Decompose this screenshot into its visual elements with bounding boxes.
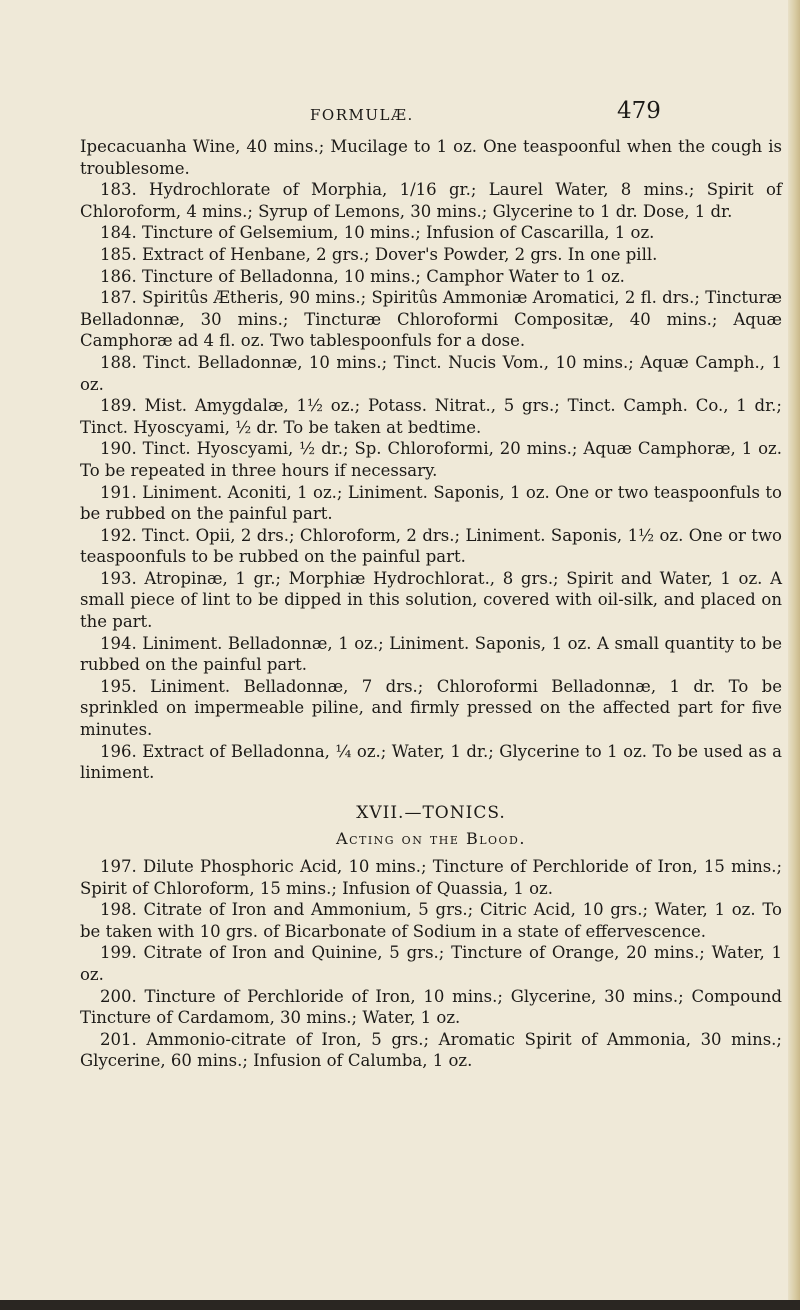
formula-187: 187. Spiritûs Ætheris, 90 mins.; Spiritûs Ammoniæ Aromatici, 2 fl. drs.; Tincturæ Belladonnæ, 30 mins.; Tincturæ Chloroformi Compositæ, 40 mins.; Aquæ Camphoræ ad 4 fl. oz. Two tablespoonfuls for a dose. xyxy=(80,288,782,351)
formula-189: 189. Mist. Amygdalæ, 1½ oz.; Potass. Nitrat., 5 grs.; Tinct. Camph. Co., 1 dr.; Tinct. Hyoscyami, ½ dr. To be taken at bedtime. xyxy=(80,396,782,437)
formula-190: 190. Tinct. Hyoscyami, ½ dr.; Sp. Chloroformi, 20 mins.; Aquæ Camphoræ, 1 oz. To be repeated in three hours if necessary. xyxy=(80,439,782,480)
formula-194: 194. Liniment. Belladonnæ, 1 oz.; Liniment. Saponis, 1 oz. A small quantity to be rubbed on the painful part. xyxy=(80,633,782,675)
continuation-paragraph: Ipecacuanha Wine, 40 mins.; Mucilage to 1 oz. One teaspoonful when the cough is troublesome. xyxy=(80,137,782,178)
page-number: 479 xyxy=(617,98,661,124)
formula-183: 183. Hydrochlorate of Morphia, 1/16 gr.; Laurel Water, 8 mins.; Spirit of Chloroform, 4 mins.; Syrup of Lemons, 30 mins.; Glycerine to 1 dr. Dose, 1 dr. xyxy=(80,180,782,221)
formula-196: 196. Extract of Belladonna, ¼ oz.; Water, 1 dr.; Glycerine to 1 oz. To be used as a liniment. xyxy=(80,741,782,783)
formula-197: 197. Dilute Phosphoric Acid, 10 mins.; Tincture of Perchloride of Iron, 15 mins.; Spirit of Chloroform, 15 mins.; Infusion of Quassia, 1 oz. xyxy=(80,857,782,898)
formula-185: 185. Extract of Henbane, 2 grs.; Dover's Powder, 2 grs. In one pill. xyxy=(100,244,658,264)
formula-192: 192. Tinct. Opii, 2 drs.; Chloroform, 2 drs.; Liniment. Saponis, 1½ oz. One or two teaspoonfuls to be rubbed on the painful part. xyxy=(80,525,782,567)
running-title: FORMULÆ. xyxy=(310,106,414,124)
formula-193: 193. Atropinæ, 1 gr.; Morphiæ Hydrochlorat., 8 grs.; Spirit and Water, 1 oz. A small piece of lint to be dipped in this solution, covered with oil-silk, and placed on the part. xyxy=(80,568,782,632)
section-subtitle: Acting on the Blood. xyxy=(336,829,526,849)
formula-201: 201. Ammonio-citrate of Iron, 5 grs.; Aromatic Spirit of Ammonia, 30 mins.; Glycerine, 60 mins.; Infusion of Calumba, 1 oz. xyxy=(80,1029,782,1071)
page-bottom-edge xyxy=(0,1300,800,1310)
formula-186: 186. Tincture of Belladonna, 10 mins.; Camphor Water to 1 oz. xyxy=(100,266,625,286)
formula-188: 188. Tinct. Belladonnæ, 10 mins.; Tinct. Nucis Vom., 10 mins.; Aquæ Camph., 1 oz. xyxy=(80,352,782,394)
running-head xyxy=(0,98,800,130)
formula-195: 195. Liniment. Belladonnæ, 7 drs.; Chloroformi Belladonnæ, 1 dr. To be sprinkled on impermeable piline, and firmly pressed on the affected part for five minutes. xyxy=(80,676,782,740)
page-edge xyxy=(788,0,800,1310)
formula-199: 199. Citrate of Iron and Quinine, 5 grs.; Tincture of Orange, 20 mins.; Water, 1 oz. xyxy=(80,943,782,984)
page-body xyxy=(80,136,782,1072)
section-title: XVII.—TONICS. xyxy=(356,802,506,823)
formula-198: 198. Citrate of Iron and Ammonium, 5 grs.; Citric Acid, 10 grs.; Water, 1 oz. To be taken with 10 grs. of Bicarbonate of Sodium in a state of effervescence. xyxy=(80,900,782,941)
formula-200: 200. Tincture of Perchloride of Iron, 10 mins.; Glycerine, 30 mins.; Compound Tincture of Cardamom, 30 mins.; Water, 1 oz. xyxy=(80,986,782,1028)
formula-184: 184. Tincture of Gelsemium, 10 mins.; Infusion of Cascarilla, 1 oz. xyxy=(100,223,655,243)
formula-191: 191. Liniment. Aconiti, 1 oz.; Liniment. Saponis, 1 oz. One or two teaspoonfuls to be rubbed on the painful part. xyxy=(80,482,782,524)
